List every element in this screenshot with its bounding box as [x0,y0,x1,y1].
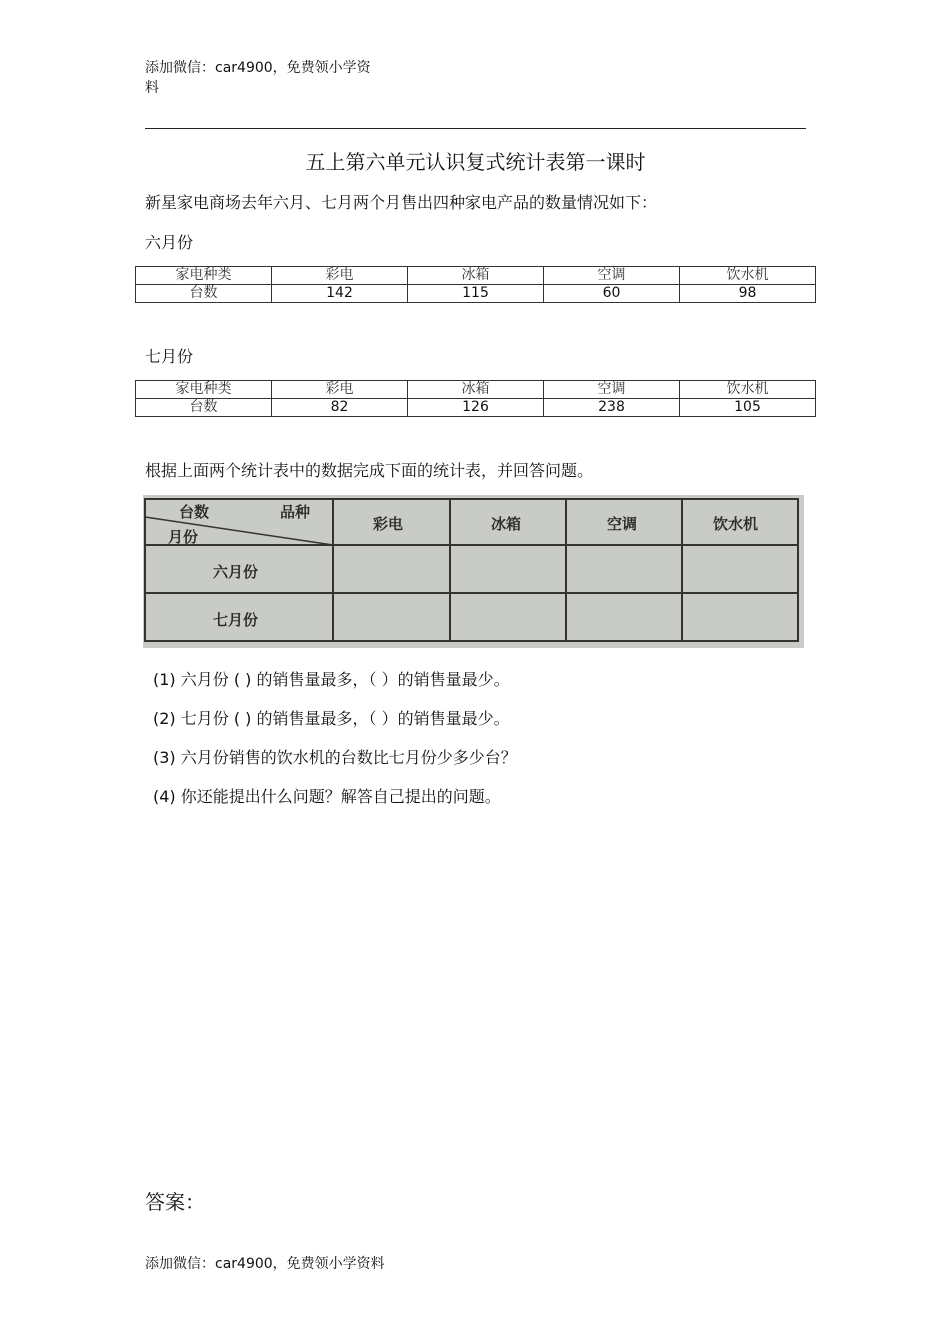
header-divider [145,128,806,129]
june-head-0: 家电种类 [136,267,272,285]
table-row [136,285,816,303]
june-head-1: 彩电 [272,267,408,285]
blank-row-0: 六月份 [213,563,259,581]
blank-col-2: 空调 [607,515,638,533]
intro-text: 新星家电商场去年六月、七月两个月售出四种家电产品的数量情况如下： [145,193,658,212]
blank-col-1: 冰箱 [491,515,522,533]
question-2: (2) 七月份 ( ) 的销售量最多，（ ）的销售量最少。 [153,709,510,728]
july-row-0: 台数 [136,399,272,417]
table-row [136,381,816,399]
july-head-2: 冰箱 [408,381,544,399]
header-line-2: 料 [145,80,159,96]
table-row [136,399,816,417]
table-row [136,267,816,285]
july-row-4: 105 [680,399,816,417]
instruction-text: 根据上面两个统计表中的数据完成下面的统计表，并回答问题。 [145,461,594,480]
corner-label-count: 台数 [179,503,210,521]
july-head-4: 饮水机 [680,381,816,399]
header-line-1: 添加微信：car4900，免费领小学资 [145,60,371,76]
answer-label: 答案： [145,1190,205,1214]
question-4: (4) 你还能提出什么问题？解答自己提出的问题。 [153,787,501,806]
june-head-3: 空调 [544,267,680,285]
june-label: 六月份 [145,233,194,252]
blank-statistics-table [143,495,804,648]
july-table [135,380,816,417]
july-label: 七月份 [145,347,194,366]
july-head-0: 家电种类 [136,381,272,399]
july-head-3: 空调 [544,381,680,399]
question-1: (1) 六月份 ( ) 的销售量最多，（ ）的销售量最少。 [153,670,510,689]
june-row-0: 台数 [136,285,272,303]
july-row-2: 126 [408,399,544,417]
july-head-1: 彩电 [272,381,408,399]
june-row-3: 60 [544,285,680,303]
page-title: 五上第六单元认识复式统计表第一课时 [305,150,646,174]
blank-col-3: 饮水机 [713,515,759,533]
july-row-1: 82 [272,399,408,417]
footer-note: 添加微信：car4900，免费领小学资料 [145,1256,385,1272]
blank-col-0: 彩电 [373,515,404,533]
question-3: (3) 六月份销售的饮水机的台数比七月份少多少台？ [153,748,517,767]
june-head-4: 饮水机 [680,267,816,285]
june-row-1: 142 [272,285,408,303]
july-row-3: 238 [544,399,680,417]
blank-row-1: 七月份 [213,611,259,629]
june-row-4: 98 [680,285,816,303]
corner-label-month: 月份 [168,528,199,546]
june-row-2: 115 [408,285,544,303]
june-table [135,266,816,303]
corner-label-type: 品种 [280,503,311,521]
header-note [145,58,395,98]
june-head-2: 冰箱 [408,267,544,285]
